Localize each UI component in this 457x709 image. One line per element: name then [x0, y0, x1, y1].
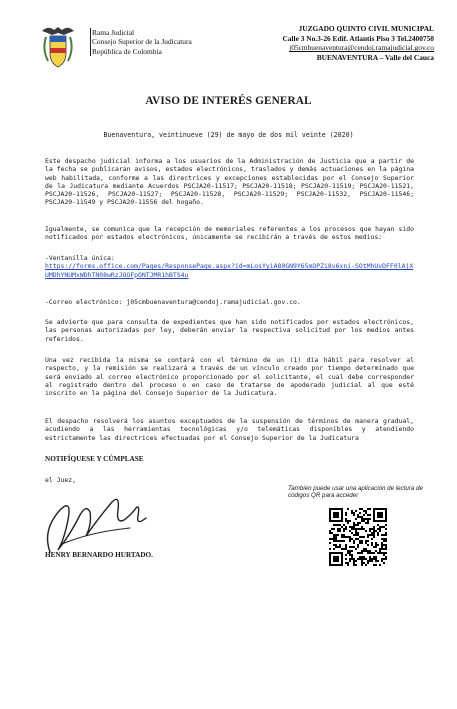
- paragraph-termino: Una vez recibida la misma se contará con el término de un (1) día hábil para resolver al respecto, y la remisión se realizará a través de un vínculo creado por tiempo determinado que será enviado al correo electrónico proporcionado por el solicitante, el cual debe corresponder al registrado dentro del proceso o en caso de tratarse de apoderado judicial al que esté inscrito en la página del Consejo Superior de la Judicatura.: [45, 356, 414, 397]
- court-block: [282, 24, 434, 62]
- institution-line: República de Colombia: [92, 46, 162, 56]
- qr-caption: También puede usar una aplicación de lectura de códigos QR para acceder: [288, 485, 423, 500]
- court-name: JUZGADO QUINTO CIVIL MUNICIPAL: [298, 24, 434, 33]
- paragraph-consulta: Se advierte que para consulta de expedientes que han sido notificados por estados electrónicos, las personas autorizadas por ley, deberán enviar la respectiva solicitud por los medios antes referidos.: [45, 318, 414, 343]
- closing-formula: NOTIFÍQUESE Y CÚMPLASE: [45, 455, 144, 463]
- coat-of-arms-icon: [38, 23, 78, 71]
- email-line: -Correo electrónico: j05cmbuenaventura@cendoj.ramajudicial.gov.co.: [45, 298, 301, 306]
- ventanilla-link[interactable]: https://forms.office.com/Pages/ResponsePage.aspx?id=mLosYyiA80GN9Y65mOPZi8v6xni-SOtMhUvDFF0lAjXUMDhYNUMxWDhTN08wRzJOOFpONTJMR1hBTS4u: [45, 262, 414, 279]
- court-email-link[interactable]: j05cmbuenaventura@cendoj.ramajudicial.gov.co: [289, 43, 434, 53]
- qr-code-icon[interactable]: [329, 508, 387, 566]
- dateline: Buenaventura, veintinueve (29) de mayo de dos mil veinte (2020): [103, 131, 354, 139]
- judge-label: el Juez,: [45, 476, 77, 484]
- signer-name: HENRY BERNARDO HURTADO.: [45, 551, 153, 559]
- court-address: Calle 3 No.3-26 Edif. Atlantis Piso 3 Tel.2400750: [282, 33, 434, 43]
- court-location: BUENAVENTURA – Valle del Cauca: [316, 52, 434, 62]
- handwritten-signature: [20, 480, 200, 560]
- paragraph-intro: Este despacho judicial informa a los usuarios de la Administración de Justicia que a partir de la fecha se publicaran avisos, estados electrónicos, traslados y demás actuaciones en la página web habilitada, conforme a las directrices y excepciones establecidas por el Consejo Superior de la Judicatura mediante Acuerdos PSCJA20-11517; PSCJA20-11518; PSCJA20-11519; PSCJA20-11521, PSCJA20-11526, PSCJA20-11527; PSCJA20-11528, PSCJA20-11529; PSCJA20-11532, PSCJA20-11546; PSCJA20-11549 y PSCJA20-11556 del hogaño.: [45, 157, 414, 207]
- page-title: AVISO DE INTERÉS GENERAL: [145, 95, 312, 107]
- institution-line: Rama Judicial: [92, 28, 135, 37]
- paragraph-despacho: El despacho resolverá los asuntos exceptuados de la suspensión de términos de manera gradual, acudiendo a las herramientas tecnológicas y/o telemáticas disponibles y atendiendo estrictamente las directrices efectuadas por el Consejo Superior de la Judicatura: [45, 417, 414, 442]
- header-divider: [90, 28, 91, 56]
- institution-line: Consejo Superior de la Judicatura: [92, 37, 192, 47]
- ventanilla-label: -Ventanilla única:: [45, 254, 115, 262]
- paragraph-reception: Igualmente, se comunica que la recepción de memoriales referentes a los procesos que hayan sido notificados por estados electrónicos, únicamente se recibirán a través de estos medios:: [45, 225, 414, 242]
- ventanilla-block: [45, 254, 414, 279]
- institution-block: [92, 28, 192, 56]
